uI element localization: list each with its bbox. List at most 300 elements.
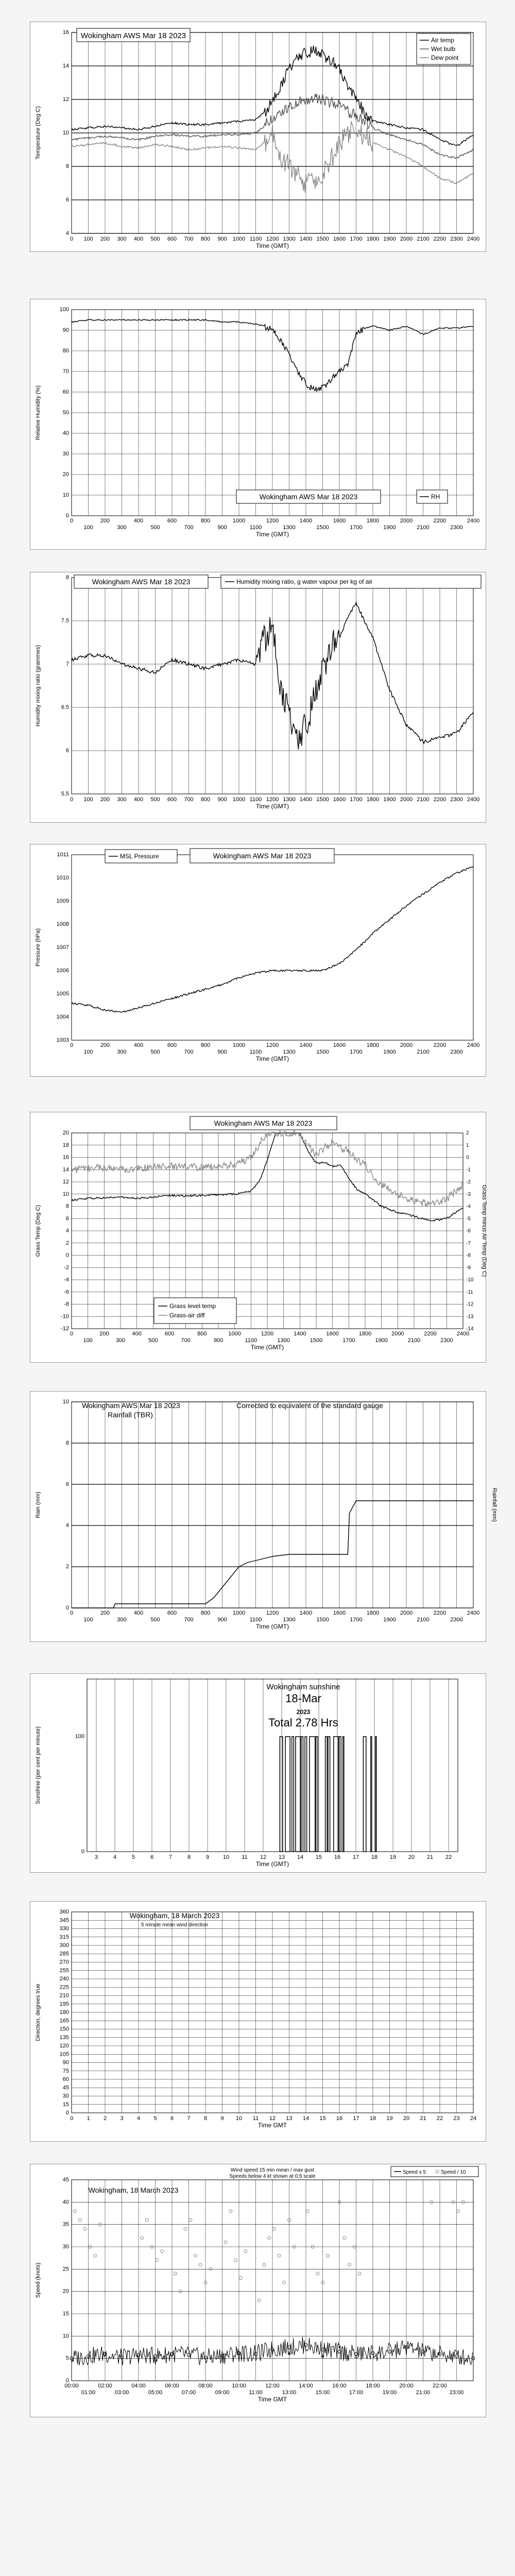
x-tick-label: 1200 (266, 1610, 279, 1616)
y-tick-label: 8 (65, 1440, 69, 1446)
x-tick-label: 1600 (326, 1331, 339, 1337)
x-tick-label: 11 (252, 2115, 259, 2122)
y-tick-label: 240 (59, 1976, 69, 1982)
y-tick-label: 1011 (57, 852, 69, 858)
x-tick-label: 7 (168, 1854, 173, 1860)
x-tick-label: 100 (83, 1337, 93, 1344)
rainfall-chart-panel (30, 1391, 497, 1642)
legend-label: Wet bulb (431, 45, 456, 53)
x-tick-label: 1900 (375, 1337, 388, 1344)
x-tick-label: 200 (99, 1331, 109, 1337)
y-tick-label: 25 (62, 2266, 69, 2273)
x-tick-label: 22 (436, 2115, 443, 2122)
x-tick-label: 2000 (400, 236, 413, 242)
x-tick-label: 4 (136, 2115, 141, 2122)
x-tick-label: 1600 (333, 518, 346, 524)
x-tick-label: 1200 (266, 1042, 279, 1048)
x-tick-label: 500 (150, 1617, 160, 1623)
mixing-ratio-chart-panel (30, 572, 486, 823)
x-tick-label: 01:00 (81, 2389, 96, 2396)
chart-subtitle: Rainfall (TBR) (108, 1411, 153, 1419)
y-tick-label: 40 (62, 2199, 69, 2206)
x-tick-label: 800 (200, 1610, 211, 1616)
y-tick-label: -4 (64, 1277, 69, 1283)
x-tick-label: 2000 (400, 796, 413, 803)
y-tick-label: 2 (65, 1564, 69, 1570)
y-axis-label: Relative Humidity (%) (35, 385, 41, 440)
y-tick-label: 12 (62, 1179, 69, 1185)
x-tick-label: 2200 (433, 236, 447, 242)
x-tick-label: 5 (153, 2115, 157, 2122)
x-tick-label: 1500 (316, 796, 329, 803)
x-tick-label: 1200 (266, 796, 279, 803)
x-tick-label: 2200 (433, 1610, 447, 1616)
x-tick-label: 1800 (366, 236, 380, 242)
x-tick-label: 3 (94, 1854, 98, 1860)
x-tick-label: 1300 (283, 1617, 296, 1623)
x-tick-label: 200 (100, 518, 110, 524)
x-tick-label: 1400 (294, 1331, 306, 1337)
y2-tick-label: -1 (466, 1167, 471, 1173)
y-tick-label: 8 (65, 1203, 69, 1210)
temperature-chart-panel (30, 22, 486, 252)
chart-title: Wokingham sunshine (266, 1683, 340, 1691)
x-tick-label: 1600 (333, 1610, 346, 1616)
y-tick-label: 30 (62, 2093, 69, 2099)
x-tick-label: 1500 (316, 1617, 329, 1623)
wind-speed-chart-panel (30, 2164, 486, 2417)
x-tick-label: 14 (297, 1854, 304, 1860)
x-tick-label: 10 (222, 1854, 230, 1860)
x-tick-label: 0 (70, 2115, 74, 2122)
x-tick-label: 100 (83, 524, 93, 531)
y-tick-label: 7 (65, 661, 69, 667)
y2-tick-label: -14 (466, 1326, 474, 1332)
y-tick-label: 1005 (56, 991, 69, 997)
legend-label: MSL Pressure (120, 853, 159, 860)
y-tick-label: 5 (65, 2355, 69, 2362)
y-axis-label: Temperature (Deg C) (35, 106, 41, 160)
legend-label: Dew point (431, 54, 459, 61)
x-tick-label: 9 (220, 2115, 224, 2122)
x-tick-label: 24 (470, 2115, 477, 2122)
x-tick-label: 0 (70, 796, 74, 803)
x-tick-label: 600 (167, 1610, 177, 1616)
y-tick-label: 0 (65, 2378, 69, 2384)
x-tick-label: 06:00 (165, 2383, 179, 2389)
x-tick-label: 9 (205, 1854, 210, 1860)
y-tick-label: 35 (62, 2221, 69, 2228)
chart-title: Wokingham AWS Mar 18 2023 (92, 578, 191, 586)
x-tick-label: 1000 (232, 1610, 246, 1616)
x-tick-label: 00:00 (64, 2383, 79, 2389)
x-axis-label: Time (GMT) (255, 803, 289, 810)
y-tick-label: 15 (62, 2101, 69, 2108)
x-tick-label: 2300 (450, 236, 463, 242)
x-tick-label: 2100 (417, 796, 430, 803)
x-tick-label: 600 (167, 1042, 177, 1048)
x-tick-label: 1100 (245, 1337, 258, 1344)
y-tick-label: 5.5 (61, 791, 69, 797)
x-tick-label: 1200 (266, 518, 279, 524)
x-tick-label: 22:00 (433, 2383, 447, 2389)
x-tick-label: 20:00 (399, 2383, 414, 2389)
x-tick-label: 300 (117, 1617, 127, 1623)
x-tick-label: 4 (113, 1854, 117, 1860)
pressure-chart-panel (30, 844, 486, 1077)
x-tick-label: 1800 (358, 1331, 372, 1337)
y-tick-label: -12 (61, 1326, 69, 1332)
y-tick-label: 6.5 (61, 704, 69, 710)
x-tick-label: 600 (167, 796, 177, 803)
x-tick-label: 1800 (366, 518, 380, 524)
y2-tick-label: -13 (466, 1314, 474, 1320)
y-tick-label: 180 (59, 2009, 69, 2015)
legend-label: Humidity mixing ratio, g water vapour per kg of air (236, 578, 373, 585)
x-tick-label: 15 (319, 2115, 326, 2122)
y-tick-label: 1007 (56, 944, 69, 951)
x-tick-label: 2300 (450, 1049, 463, 1055)
y-tick-label: 1006 (56, 968, 69, 974)
chart-title: Wokingham AWS Mar 18 2023 (259, 493, 358, 501)
grass-temp-chart-panel (30, 1112, 486, 1363)
y-tick-label: 135 (59, 2034, 69, 2041)
y-tick-label: 195 (59, 2001, 69, 2007)
x-tick-label: 11:00 (249, 2389, 263, 2396)
x-tick-label: 2300 (440, 1337, 453, 1344)
x-tick-label: 19:00 (382, 2389, 397, 2396)
x-tick-label: 1700 (350, 1049, 363, 1055)
x-tick-label: 17 (352, 1854, 359, 1860)
y-tick-label: 210 (59, 1992, 69, 1999)
legend-label: Air temp (431, 37, 454, 44)
y2-tick-label: 1 (466, 1142, 469, 1148)
x-tick-label: 1700 (350, 524, 363, 531)
x-tick-label: 1300 (283, 796, 296, 803)
legend-label: RH (431, 493, 440, 500)
x-tick-label: 700 (184, 236, 194, 242)
y2-tick-label: -8 (466, 1252, 471, 1259)
x-tick-label: 8 (187, 1854, 191, 1860)
x-axis-label: Time GMT (258, 2122, 287, 2129)
y-tick-label: -6 (64, 1289, 69, 1295)
x-tick-label: 2400 (456, 1331, 470, 1337)
x-tick-label: 800 (200, 236, 211, 242)
y-tick-label: 150 (59, 2026, 69, 2032)
y2-tick-label: -10 (466, 1277, 474, 1283)
x-tick-label: 2100 (417, 1049, 430, 1055)
y-tick-label: 90 (62, 327, 69, 333)
y-tick-label: 30 (62, 451, 69, 457)
x-tick-label: 20 (408, 1854, 415, 1860)
y-tick-label: 10 (62, 2333, 69, 2340)
x-tick-label: 800 (200, 518, 211, 524)
x-tick-label: 2000 (400, 1042, 413, 1048)
chart-subtitle: Wind speed 15 min mean / max gust (230, 2167, 315, 2173)
x-tick-label: 2000 (400, 1610, 413, 1616)
x-tick-label: 2000 (400, 518, 413, 524)
x-tick-label: 1100 (249, 1049, 262, 1055)
chart-title: Wokingham, 18 March 2023 (88, 2186, 179, 2194)
x-tick-label: 1900 (383, 1617, 396, 1623)
y-axis-label: Rain (mm) (35, 1492, 41, 1518)
x-tick-label: 14:00 (299, 2383, 313, 2389)
x-tick-label: 1100 (249, 796, 262, 803)
y-tick-label: 14 (62, 63, 69, 69)
x-tick-label: 0 (70, 518, 74, 524)
y-tick-label: 255 (59, 1967, 69, 1974)
x-tick-label: 1300 (283, 1049, 296, 1055)
y-tick-label: 20 (62, 1130, 69, 1136)
x-tick-label: 800 (200, 1042, 211, 1048)
x-tick-label: 2400 (467, 796, 480, 803)
x-tick-label: 19 (389, 1854, 397, 1860)
x-tick-label: 3 (120, 2115, 124, 2122)
x-tick-label: 2200 (433, 796, 447, 803)
y-tick-label: 100 (75, 1733, 84, 1740)
x-axis-label: Time (GMT) (255, 242, 289, 249)
x-tick-label: 1800 (366, 1042, 380, 1048)
x-tick-label: 13:00 (282, 2389, 297, 2396)
y-tick-label: 225 (59, 1984, 69, 1991)
x-tick-label: 07:00 (181, 2389, 196, 2396)
x-tick-label: 1800 (366, 1610, 380, 1616)
y-tick-label: 20 (62, 2288, 69, 2295)
legend-label: Grass level temp (169, 1302, 216, 1310)
y-tick-label: 10 (62, 492, 69, 498)
y-tick-label: 1009 (56, 898, 69, 904)
y-tick-label: 4 (65, 1522, 69, 1529)
x-tick-label: 400 (132, 1331, 142, 1337)
x-tick-label: 300 (117, 796, 127, 803)
y2-tick-label: 0 (466, 1155, 469, 1161)
x-tick-label: 700 (184, 1617, 194, 1623)
y-axis-label: Humidity mixing ratio (grammes) (35, 645, 41, 727)
chart-title: Wokingham AWS Mar 18 2023 (213, 852, 312, 860)
x-tick-label: 03:00 (114, 2389, 129, 2396)
x-tick-label: 1400 (299, 796, 313, 803)
y-tick-label: 8 (65, 163, 69, 170)
plot-area (72, 855, 473, 1040)
x-tick-label: 300 (117, 236, 127, 242)
y-tick-label: 6 (65, 748, 69, 754)
y-tick-label: 0 (65, 1605, 69, 1611)
x-tick-label: 1400 (299, 236, 313, 242)
x-tick-label: 13 (278, 1854, 285, 1860)
x-tick-label: 7 (187, 2115, 191, 2122)
x-tick-label: 800 (200, 796, 211, 803)
chart-title: Wokingham AWS Mar 18 2023 (82, 1401, 180, 1410)
x-tick-label: 04:00 (131, 2383, 146, 2389)
legend (154, 1298, 236, 1324)
x-tick-label: 1900 (383, 524, 396, 531)
x-axis-label: Time (GMT) (255, 1055, 289, 1062)
y-axis-label: Grass Temp (Deg C) (35, 1205, 41, 1257)
x-tick-label: 2400 (467, 1042, 480, 1048)
x-tick-label: 1900 (383, 236, 396, 242)
x-axis-label: Time (GMT) (255, 1623, 289, 1630)
x-tick-label: 18 (371, 1854, 378, 1860)
y-tick-label: 120 (59, 2043, 69, 2049)
x-tick-label: 14 (302, 2115, 310, 2122)
y-tick-label: 270 (59, 1959, 69, 1965)
x-tick-label: 2000 (391, 1331, 404, 1337)
x-tick-label: 2200 (433, 1042, 447, 1048)
y-tick-label: 90 (62, 2059, 69, 2066)
y-tick-label: 300 (59, 1942, 69, 1948)
legend-label: Grass-air diff (169, 1312, 205, 1319)
chart-title: Wokingham AWS Mar 18 2023 (214, 1119, 313, 1127)
x-tick-label: 700 (184, 796, 194, 803)
x-tick-label: 6 (150, 1854, 154, 1860)
y-tick-label: 1010 (56, 875, 69, 881)
y-tick-label: 7.5 (61, 618, 69, 624)
x-tick-label: 1200 (266, 236, 279, 242)
y-axis-label: Pressure (hPa) (35, 928, 41, 967)
x-tick-label: 1400 (299, 518, 313, 524)
y-tick-label: -10 (61, 1313, 69, 1320)
x-tick-label: 1900 (383, 1049, 396, 1055)
y-tick-label: 6 (65, 1215, 69, 1222)
y-tick-label: 12 (62, 96, 69, 103)
x-tick-label: 1500 (310, 1337, 323, 1344)
y2-tick-label: -4 (466, 1204, 471, 1210)
x-tick-label: 0 (70, 1042, 74, 1048)
x-tick-label: 15:00 (315, 2389, 330, 2396)
y-axis-label: Sunshine (per cent per minute) (35, 1726, 41, 1805)
y2-tick-label: -9 (466, 1265, 471, 1271)
y-tick-label: 14 (62, 1166, 69, 1173)
chart-subtitle: 5 minute mean wind direction (141, 1922, 209, 1928)
y-tick-label: 10 (62, 130, 69, 136)
y-tick-label: 330 (59, 1925, 69, 1932)
y-tick-label: 0 (65, 1252, 69, 1259)
x-tick-label: 12 (269, 2115, 276, 2122)
x-tick-label: 15 (315, 1854, 322, 1860)
legend-label: Speed x 5 (403, 2170, 426, 2175)
sunshine-chart-panel (30, 1673, 486, 1873)
chart-annotation: Speeds below 4 kt shown at 0.5 scale (229, 2174, 316, 2179)
x-tick-label: 100 (83, 236, 93, 242)
y-tick-label: 40 (62, 430, 69, 436)
x-tick-label: 1600 (333, 236, 346, 242)
y-tick-label: 100 (59, 307, 69, 313)
x-tick-label: 200 (100, 236, 110, 242)
x-tick-label: 1000 (232, 1042, 246, 1048)
x-tick-label: 12:00 (265, 2383, 280, 2389)
y-tick-label: 6 (65, 1481, 69, 1487)
x-tick-label: 300 (117, 1049, 127, 1055)
x-tick-label: 11 (242, 1854, 248, 1860)
y-tick-label: 75 (62, 2067, 69, 2074)
y-tick-label: 6 (65, 197, 69, 203)
chart-title: Wokingham, 18 March 2023 (129, 1911, 220, 1920)
y-tick-label: 16 (62, 29, 69, 36)
x-tick-label: 200 (100, 796, 110, 803)
x-tick-label: 02:00 (98, 2383, 112, 2389)
x-tick-label: 23 (453, 2115, 460, 2122)
y-tick-label: 0 (65, 2110, 69, 2116)
x-tick-label: 500 (150, 524, 160, 531)
x-tick-label: 600 (164, 1331, 175, 1337)
y-tick-label: 4 (65, 1228, 69, 1234)
y2-tick-label: -2 (466, 1179, 471, 1185)
y-tick-label: 1004 (56, 1014, 69, 1020)
y-tick-label: -2 (64, 1264, 69, 1271)
x-tick-label: 18 (369, 2115, 376, 2122)
y-tick-label: 360 (59, 1909, 69, 1915)
x-tick-label: 1300 (283, 524, 296, 531)
x-tick-label: 700 (184, 1049, 194, 1055)
x-tick-label: 0 (70, 1331, 74, 1337)
x-tick-label: 200 (100, 1042, 110, 1048)
x-tick-label: 20 (403, 2115, 410, 2122)
x-tick-label: 1400 (299, 1042, 313, 1048)
y-tick-label: 8 (65, 574, 69, 581)
x-tick-label: 1100 (249, 524, 262, 531)
y-tick-label: 285 (59, 1951, 69, 1957)
x-tick-label: 10:00 (232, 2383, 246, 2389)
x-tick-label: 6 (170, 2115, 174, 2122)
x-tick-label: 700 (181, 1337, 191, 1344)
x-tick-label: 1400 (299, 1610, 313, 1616)
x-tick-label: 200 (100, 1610, 110, 1616)
x-tick-label: 1700 (342, 1337, 355, 1344)
x-tick-label: 17:00 (349, 2389, 364, 2396)
y-tick-label: 50 (62, 410, 69, 416)
x-tick-label: 100 (83, 1617, 93, 1623)
y2-tick-label: -3 (466, 1191, 471, 1197)
y-tick-label: 15 (62, 2311, 69, 2317)
y-tick-label: 16 (62, 1154, 69, 1161)
x-tick-label: 0 (70, 236, 74, 242)
x-tick-label: 2100 (417, 1617, 430, 1623)
chart-annotation: Corrected to equivalent of the standard gauge (236, 1401, 383, 1410)
chart-date: 18-Mar (285, 1692, 321, 1705)
y2-tick-label: -12 (466, 1301, 474, 1308)
x-tick-label: 8 (203, 2115, 208, 2122)
x-tick-label: 05:00 (148, 2389, 163, 2396)
y-tick-label: 60 (62, 389, 69, 395)
x-tick-label: 300 (117, 524, 127, 531)
x-tick-label: 500 (150, 1049, 160, 1055)
x-tick-label: 1000 (232, 518, 246, 524)
x-tick-label: 2300 (450, 1617, 463, 1623)
x-tick-label: 500 (150, 796, 160, 803)
x-tick-label: 21:00 (416, 2389, 431, 2396)
x-tick-label: 1100 (249, 1617, 262, 1623)
y-tick-label: 1008 (56, 921, 69, 927)
x-tick-label: 800 (197, 1331, 207, 1337)
x-tick-label: 700 (184, 524, 194, 531)
x-tick-label: 1300 (283, 236, 296, 242)
x-tick-label: 1500 (316, 1049, 329, 1055)
x-tick-label: 2 (103, 2115, 107, 2122)
y-tick-label: 20 (62, 471, 69, 478)
chart-total: Total 2.78 Hrs (268, 1716, 338, 1729)
y2-axis-label: Grass Temp minus Air Temp (Deg C) (481, 1184, 487, 1277)
x-tick-label: 0 (70, 1610, 74, 1616)
plot-area (87, 1679, 458, 1852)
x-tick-label: 19 (386, 2115, 393, 2122)
x-tick-label: 1600 (333, 1042, 346, 1048)
x-tick-label: 18:00 (366, 2383, 380, 2389)
x-tick-label: 1 (87, 2115, 90, 2122)
x-tick-label: 1500 (316, 524, 329, 531)
x-axis-label: Time (GMT) (250, 1344, 284, 1351)
x-tick-label: 23:00 (449, 2389, 464, 2396)
x-tick-label: 22 (445, 1854, 452, 1860)
